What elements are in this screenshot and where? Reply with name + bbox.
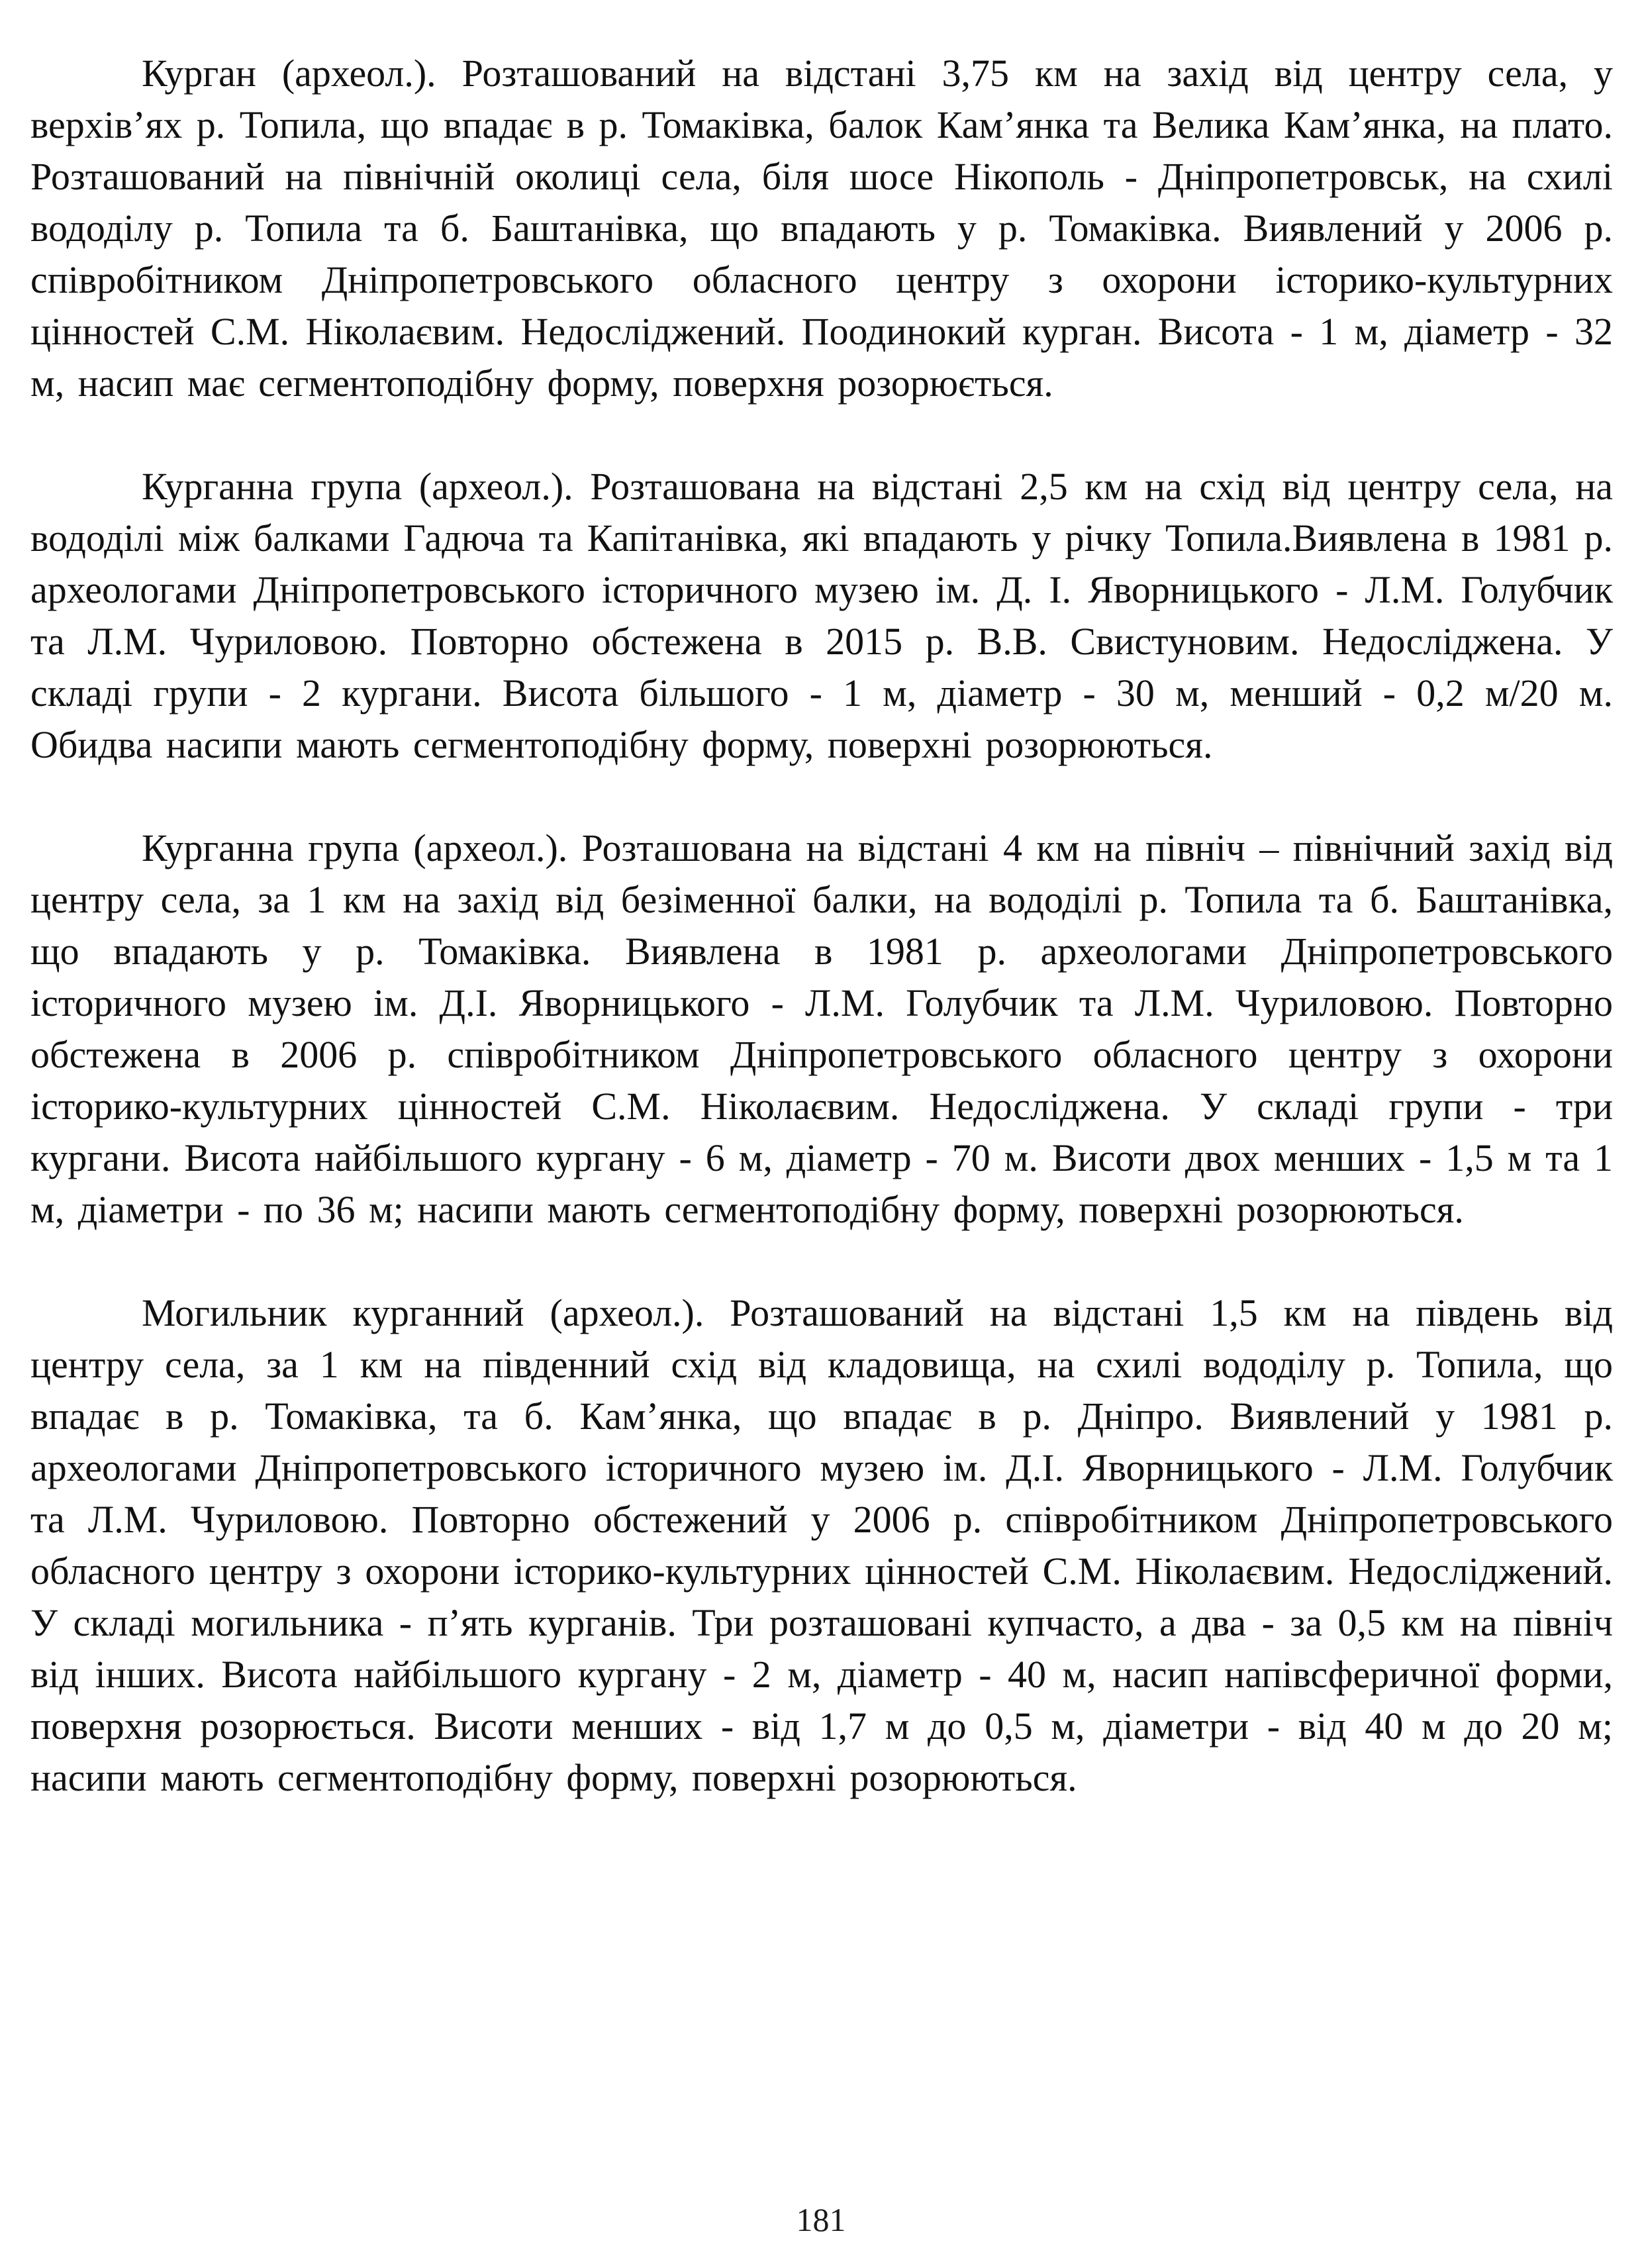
- paragraph-kurhan: Курган (археол.). Розташований на відстані 3,75 км на захід від центру села, у верхів’ях р. Топила, що впадає в р. Томаківка, балок Кам’янка та Велика Кам’янка, на плато. Розташований на північній околиці села, біля шосе Нікополь - Дніпропетровськ, на схилі вододілу р. Топила та б. Баштанівка, що впадають у р. Томаківка. Виявлений у 2006 р. співробітником Дніпропетровського обласного центру з охорони історико-культурних цінностей С.М. Ніколаєвим. Недосліджений. Поодинокий курган. Висота - 1 м, діаметр - 32 м, насип має сегментоподібну форму, поверхня розорюється.: [30, 52, 1613, 405]
- body-text: [30, 48, 1613, 1804]
- paragraph-mohylnyk: Могильник курганний (археол.). Розташований на відстані 1,5 км на південь від центру села, за 1 км на південний схід від кладовища, на схилі вододілу р. Топила, що впадає в р. Томаківка, та б. Кам’янка, що впадає в р. Дніпро. Виявлений у 1981 р. археологами Дніпропетровського історичного музею ім. Д.І. Яворницького - Л.М. Голубчик та Л.М. Чуриловою. Повторно обстежений у 2006 р. співробітником Дніпропетровського обласного центру з охорони історико-культурних цінностей С.М. Ніколаєвим. Недосліджений. У складі могильника - п’ять курганів. Три розташовані купчасто, а два - за 0,5 км на північ від інших. Висота найбільшого кургану - 2 м, діаметр - 40 м, насип напівсферичної форми, поверхня розорюється. Висоти менших - від 1,7 м до 0,5 м, діаметри - від 40 м до 20 м; насипи мають сегментоподібну форму, поверхні розорюються.: [30, 1291, 1613, 1799]
- paragraph-kurhanna-hrupa-2: Курганна група (археол.). Розташована на відстані 4 км на північ – північний захід від центру села, за 1 км на захід від безіменної балки, на вододілі р. Топила та б. Баштанівка, що впадають у р. Томаківка. Виявлена в 1981 р. археологами Дніпропетровського історичного музею ім. Д.І. Яворницького - Л.М. Голубчик та Л.М. Чуриловою. Повторно обстежена в 2006 р. співробітником Дніпропетровського обласного центру з охорони історико-культурних цінностей С.М. Ніколаєвим. Недосліджена. У складі групи - три кургани. Висота найбільшого кургану - 6 м, діаметр - 70 м. Висоти двох менших - 1,5 м та 1 м, діаметри - по 36 м; насипи мають сегментоподібну форму, поверхні розорюються.: [30, 826, 1613, 1231]
- page-footer: [0, 2203, 1642, 2236]
- paragraph-kurhanna-hrupa-1: Курганна група (археол.). Розташована на відстані 2,5 км на схід від центру села, на вододілі між балками Гадюча та Капітанівка, які впадають у річку Топила.Виявлена в 1981 р. археологами Дніпропетровського історичного музею ім. Д. І. Яворницького - Л.М. Голубчик та Л.М. Чуриловою. Повторно обстежена в 2015 р. В.В. Свистуновим. Недосліджена. У складі групи - 2 кургани. Висота більшого - 1 м, діаметр - 30 м, менший - 0,2 м/20 м. Обидва насипи мають сегментоподібну форму, поверхні розорюються.: [30, 465, 1613, 766]
- page-number: 181: [796, 2201, 846, 2238]
